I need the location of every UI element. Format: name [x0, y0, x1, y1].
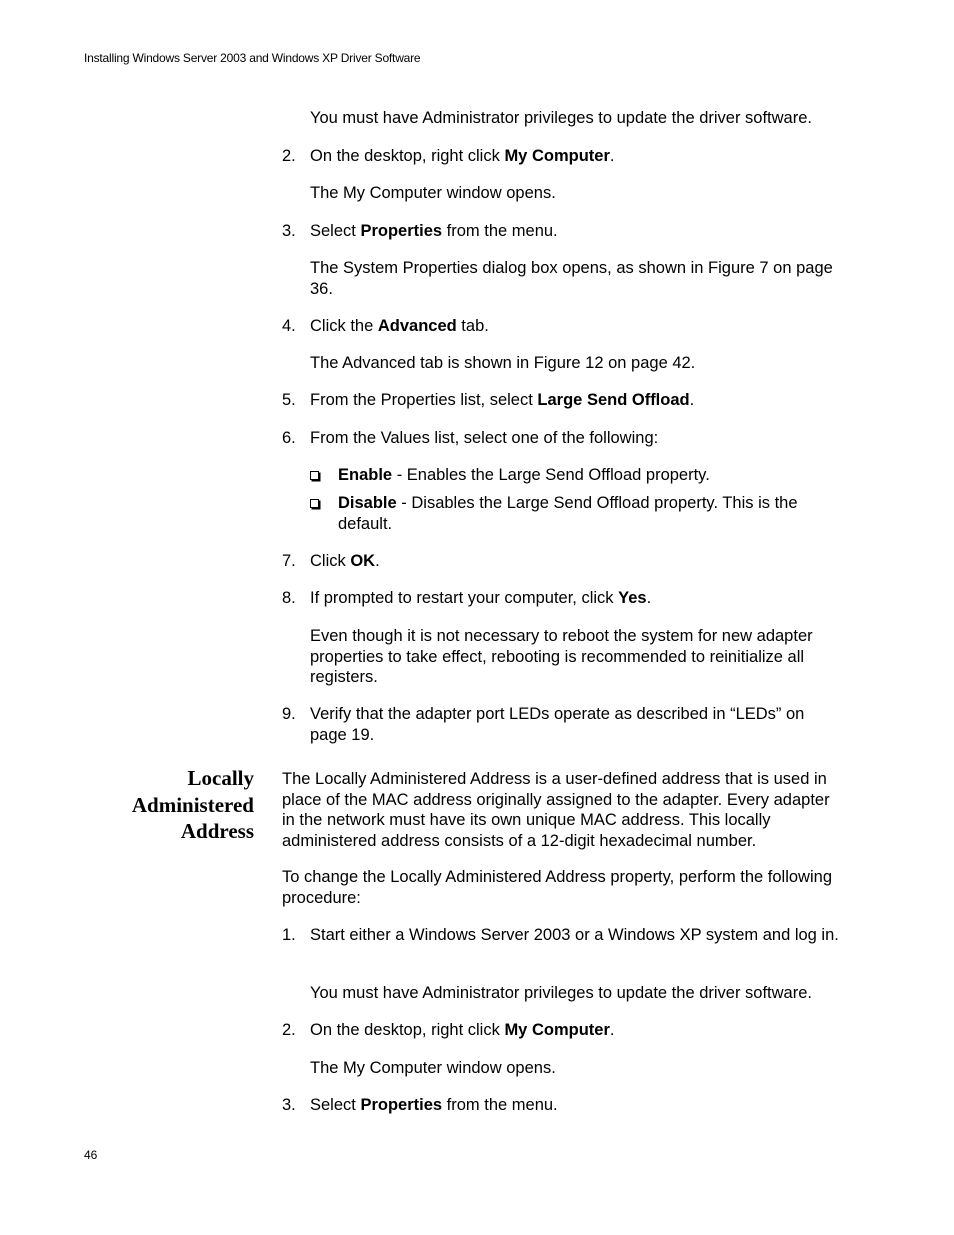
step-number: 3. [282, 1096, 296, 1114]
step-text: Select Properties from the menu. [310, 222, 558, 240]
step-text: Verify that the adapter port LEDs operate as described in “LEDs” on page 19. [310, 705, 805, 744]
section-intro: The Locally Administered Address is a user-defined address that is used in place of the MAC address originally assigned to the adapter. Every adapter in the network must have its own unique MAC address. This locally administered address consists of a 12-digit hexadecimal number. [282, 770, 830, 850]
step-text: Start either a Windows Server 2003 or a Windows XP system and log in. [310, 926, 839, 944]
step-note: The Advanced tab is shown in Figure 12 on page 42. [310, 354, 696, 372]
step-note: The My Computer window opens. [310, 184, 556, 202]
step-number: 7. [282, 552, 296, 570]
step-note: Even though it is not necessary to reboot the system for new adapter properties to take effect, rebooting is recommended to reinitialize all registers. [310, 627, 813, 686]
step-text: If prompted to restart your computer, click Yes. [310, 589, 652, 607]
bullet-text: Disable - Disables the Large Send Offload property. This is the default. [338, 494, 798, 533]
page-number: 46 [84, 1148, 98, 1162]
step-number: 2. [282, 147, 296, 165]
step-text: Click OK. [310, 552, 380, 570]
step-text: Select Properties from the menu. [310, 1096, 558, 1114]
checkbox-bullet-icon [310, 499, 319, 508]
step-number: 8. [282, 589, 296, 607]
step-text: From the Properties list, select Large Send Offload. [310, 391, 695, 409]
section-heading: Locally Administered Address [131, 766, 254, 843]
step-number: 4. [282, 317, 296, 335]
step-number: 6. [282, 429, 296, 447]
admin-note: You must have Administrator privileges to update the driver software. [310, 109, 812, 127]
step-text: Click the Advanced tab. [310, 317, 489, 335]
step-note: You must have Administrator privileges to update the driver software. [310, 984, 812, 1002]
checkbox-bullet-icon [310, 471, 319, 480]
step-text: On the desktop, right click My Computer. [310, 1021, 615, 1039]
running-header: Installing Windows Server 2003 and Windows XP Driver Software [84, 51, 421, 65]
step-note: The System Properties dialog box opens, as shown in Figure 7 on page 36. [310, 259, 833, 298]
step-note: The My Computer window opens. [310, 1059, 556, 1077]
step-number: 2. [282, 1021, 296, 1039]
step-text: From the Values list, select one of the following: [310, 429, 659, 447]
step-number: 9. [282, 705, 296, 723]
step-number: 5. [282, 391, 296, 409]
step-number: 1. [282, 926, 296, 944]
bullet-text: Enable - Enables the Large Send Offload property. [338, 466, 710, 484]
step-number: 3. [282, 222, 296, 240]
procedure-intro: To change the Locally Administered Address property, perform the following procedure: [282, 868, 832, 907]
step-text: On the desktop, right click My Computer. [310, 147, 615, 165]
